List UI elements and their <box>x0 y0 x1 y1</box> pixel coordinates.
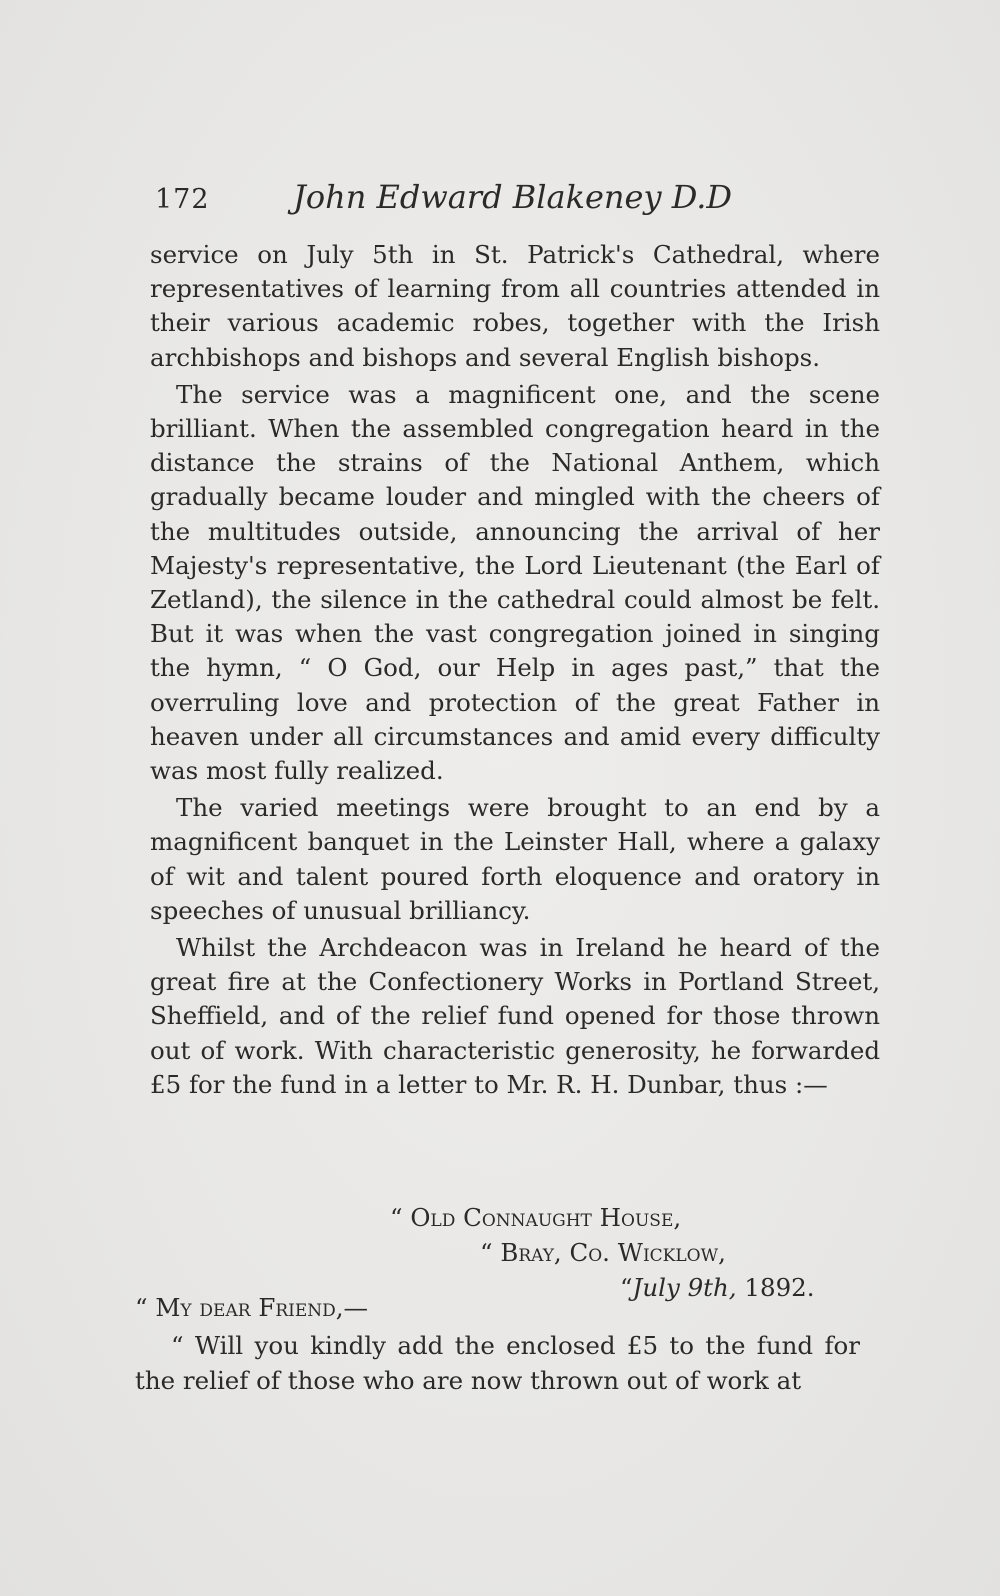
page-header <box>155 178 755 228</box>
body-text <box>150 238 880 1105</box>
letter-address <box>150 1200 880 1305</box>
address-line: “ Old Connaught House, <box>390 1203 682 1232</box>
page-number: 172 <box>155 184 210 215</box>
letter-body: “ Will you kindly add the enclosed £5 to the fund for the relief of those who are now thrown out of work at <box>135 1331 860 1395</box>
paragraph: Whilst the Archdeacon was in Ireland he heard of the great fire at the Confectionery Works in Portland Street, Sheffield, and of the relief fund opened for those thrown out of work. With characteristic generosity, he forwarded £5 for the fund in a letter to Mr. R. H. Dunbar, thus :— <box>150 933 880 1099</box>
letter-date <box>620 1270 880 1305</box>
running-title: John Edward Blakeney D.D <box>293 178 733 216</box>
date-prefix: “ <box>620 1273 633 1302</box>
date-year: 1892. <box>736 1273 815 1302</box>
address-line: “ Bray, Co. Wicklow, <box>480 1238 726 1267</box>
letter-salutation: “ My dear Friend,— <box>135 1293 369 1322</box>
paragraph: The service was a magnificent one, and the scene brilliant. When the assembled congregation heard in the distance the strains of the National Anthem, which gradually became louder and mingled with the cheers of the multitudes outside, announcing the arrival of her Majesty's representative, the Lord Lieutenant (the Earl of Zetland), the silence in the cathedral could almost be felt. But it was when the vast congregation joined in singing the hymn, “ O God, our Help in ages past,” that the overruling love and protection of the great Father in heaven under all circumstances and amid every difficulty was most fully realized. <box>150 379 880 786</box>
paragraph: service on July 5th in St. Patrick's Cathedral, where representatives of learning from all countries attended in their various academic robes, together with the Irish archbishops and bishops and several English bishops. <box>150 240 880 372</box>
paragraph: The varied meetings were brought to an end by a magnificent banquet in the Leinster Hall, where a galaxy of wit and talent poured forth eloquence and oratory in speeches of unusual brilliancy. <box>150 793 880 925</box>
date-day: July 9th, <box>632 1273 737 1302</box>
